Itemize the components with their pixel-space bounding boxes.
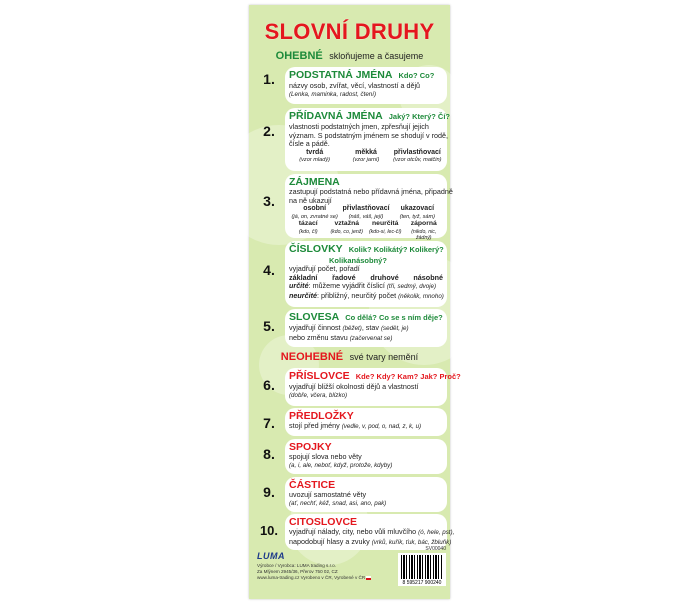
item-number: 2.: [263, 123, 275, 139]
info-line: www.luma-trading.cz Vyrobeno v ČR, Vyrobené v ČR: [257, 575, 366, 580]
item-number: 6.: [263, 377, 275, 393]
item-text: nebo změnu stavu: [289, 332, 348, 342]
item-examples: (dobře, včera, blízko): [289, 391, 348, 399]
type-example: (nikdo, nic, žádný): [411, 228, 437, 241]
type-example: (vzor jarní): [352, 157, 380, 164]
item-number: 1.: [263, 71, 275, 87]
type-example: (já, on, zvratné se): [291, 213, 338, 220]
section-neohebne-label: NEOHEBNÉ: [280, 351, 344, 363]
item-number: 9.: [263, 484, 275, 500]
item-examples: (a, i, ale, neboť, když, protože, kdyby): [289, 461, 393, 469]
item-heading: PODSTATNÁ JMÉNA: [289, 69, 393, 81]
item-text: na ně ukazují: [289, 195, 332, 205]
info-line: Výrobce / Vyrobca: LUMA trading s.r.o.: [257, 563, 336, 568]
footer: [249, 545, 450, 599]
item-examples: (sedět, je): [381, 325, 409, 332]
product-code: SV00040: [425, 546, 446, 552]
item-questions-2: Kolikanásobný?: [329, 256, 387, 265]
item-questions: Kolik? Kolikátý? Kolikerý?: [348, 245, 444, 254]
item-number: 7.: [263, 415, 275, 431]
item-number: 8.: [263, 446, 275, 462]
type-example: (vzor otcův, matčin): [393, 157, 442, 164]
item-heading: PŘÍDAVNÁ JMÉNA: [289, 110, 383, 122]
section-ohebne-label: OHEBNÉ: [275, 50, 323, 62]
type-example: (náš, váš, její): [348, 213, 384, 220]
item-text: : můžeme vyjádřit číslicí: [308, 281, 385, 291]
category-label: základní: [289, 272, 318, 282]
luma-logo: LUMA: [257, 551, 285, 561]
item-text: stojí před jmény: [289, 421, 340, 430]
category-label: řadové: [332, 272, 356, 282]
category-label: násobné: [413, 272, 443, 282]
type-label: ukazovací: [400, 205, 435, 213]
item-heading: PŘEDLOŽKY: [289, 410, 354, 422]
item-text: vlastnosti podstatných jmen, zpřesňují jejich: [289, 122, 429, 131]
item-cislovky: [285, 241, 447, 307]
term: určité: [289, 281, 309, 291]
type-label: přivlastňovací: [342, 205, 390, 213]
item-text: spojují slova nebo věty: [289, 452, 362, 461]
item-text: čísle a pádě.: [289, 139, 330, 149]
item-text: vyjadřují počet, pořadí: [289, 264, 360, 273]
section-neohebne: [249, 351, 450, 363]
page-title: SLOVNÍ DRUHY: [264, 19, 435, 44]
info-line: Za Mlýnem 2945/36, Přerov 750 02, CZ: [257, 569, 338, 574]
item-number: 5.: [263, 318, 275, 334]
item-pridavna-jmena: [285, 108, 451, 171]
type-label: osobní: [303, 205, 327, 213]
type-label: tázací: [298, 220, 318, 228]
item-examples: (několik, mnoho): [398, 292, 444, 300]
section-neohebne-desc: své tvary nemění: [349, 352, 419, 362]
item-questions: Kde? Kdy? Kam? Jak? Proč?: [355, 372, 461, 381]
item-heading: ČÁSTICE: [289, 479, 336, 491]
item-number: 3.: [263, 193, 275, 209]
item-heading: PŘÍSLOVCE: [289, 370, 350, 382]
type-label: záporná: [410, 220, 437, 228]
item-text: vyjadřují nálady, city, nebo vůli mluvčího: [289, 527, 417, 536]
term: neurčité: [289, 290, 317, 300]
item-number: 4.: [263, 262, 275, 278]
type-example: (kdo, čí): [298, 228, 318, 235]
type-label: měkká: [355, 148, 377, 156]
adjective-types: [289, 149, 443, 164]
item-text: , stav: [361, 323, 379, 332]
section-ohebne: [249, 50, 450, 62]
item-prislovce: [285, 368, 461, 406]
czech-flag-icon: [366, 576, 371, 580]
type-label: přivlastňovací: [393, 148, 441, 156]
item-examples: (Lenka, maminka, radost, čtení): [289, 90, 377, 98]
item-text: uvozují samostatné věty: [289, 490, 367, 499]
item-heading: CITOSLOVCE: [289, 516, 358, 528]
type-label: tvrdá: [306, 148, 324, 156]
category-label: druhové: [370, 272, 399, 282]
manufacturer-info: [257, 563, 371, 581]
item-questions: Kdo? Co?: [398, 71, 435, 80]
poster-card: [249, 5, 461, 599]
section-ohebne-desc: skloňujeme a časujeme: [329, 51, 424, 61]
item-text: význam. S podstatným jménem se shodují v rodě,: [289, 130, 448, 140]
item-examples: (ať, nechť, kéž, snad, asi, ano, pak): [289, 499, 387, 507]
item-examples: (vedle, v, pod, o, nad, z, k, u): [341, 423, 422, 430]
item-text: zastupují podstatná nebo přídavná jména, připadně: [289, 187, 453, 196]
item-spojky: [285, 439, 447, 474]
item-text: vyjadřují bližší okolnosti dějů a vlastností: [289, 382, 419, 391]
item-examples: (vrků, kuřík, ťuk, bác, žbluňk): [371, 538, 452, 546]
item-examples: (začervenat se): [349, 334, 393, 342]
item-castice: [285, 477, 447, 512]
item-text: názvy osob, zvířat, věcí, vlastností a dějů: [289, 81, 421, 90]
item-examples: (ó, hele, pst),: [418, 529, 455, 536]
item-text: vyjadřují činnost: [289, 323, 341, 332]
type-example: (vzor mladý): [299, 157, 331, 164]
type-example: (ten, tyž, sám): [399, 213, 436, 220]
item-heading: ZÁJMENA: [289, 176, 340, 188]
item-questions: Co dělá? Co se s ním děje?: [345, 313, 443, 322]
item-examples: (tři, sedmý, dvoje): [386, 283, 437, 291]
item-predlozky: [285, 408, 447, 436]
item-questions: Jaký? Který? Čí?: [388, 112, 451, 121]
barcode-digits: 8 595217 900240: [402, 580, 442, 586]
item-number: 10.: [259, 523, 279, 538]
item-zajmena: [285, 174, 453, 241]
item-examples: (běžet): [342, 325, 362, 332]
item-heading: ČÍSLOVKY: [289, 243, 343, 255]
item-text: napodobují hlasy a zvuky: [289, 536, 370, 546]
pronoun-types-a: [289, 205, 443, 220]
item-heading: SPOJKY: [289, 441, 332, 453]
item-slovesa: [285, 309, 447, 347]
type-example: (kdo-si, lec-čí): [368, 228, 402, 235]
type-label: neurčitá: [372, 220, 399, 228]
pronoun-types-b: [289, 220, 443, 241]
barcode: [398, 553, 446, 586]
type-example: (kdo, co, jenž): [330, 228, 364, 235]
barcode-bars-icon: [401, 555, 443, 579]
item-podstatna-jmena: [285, 67, 447, 104]
item-text: : přibližný, neurčitý počet: [316, 290, 397, 300]
item-heading: SLOVESA: [289, 311, 340, 323]
type-label: vztažná: [334, 220, 360, 228]
